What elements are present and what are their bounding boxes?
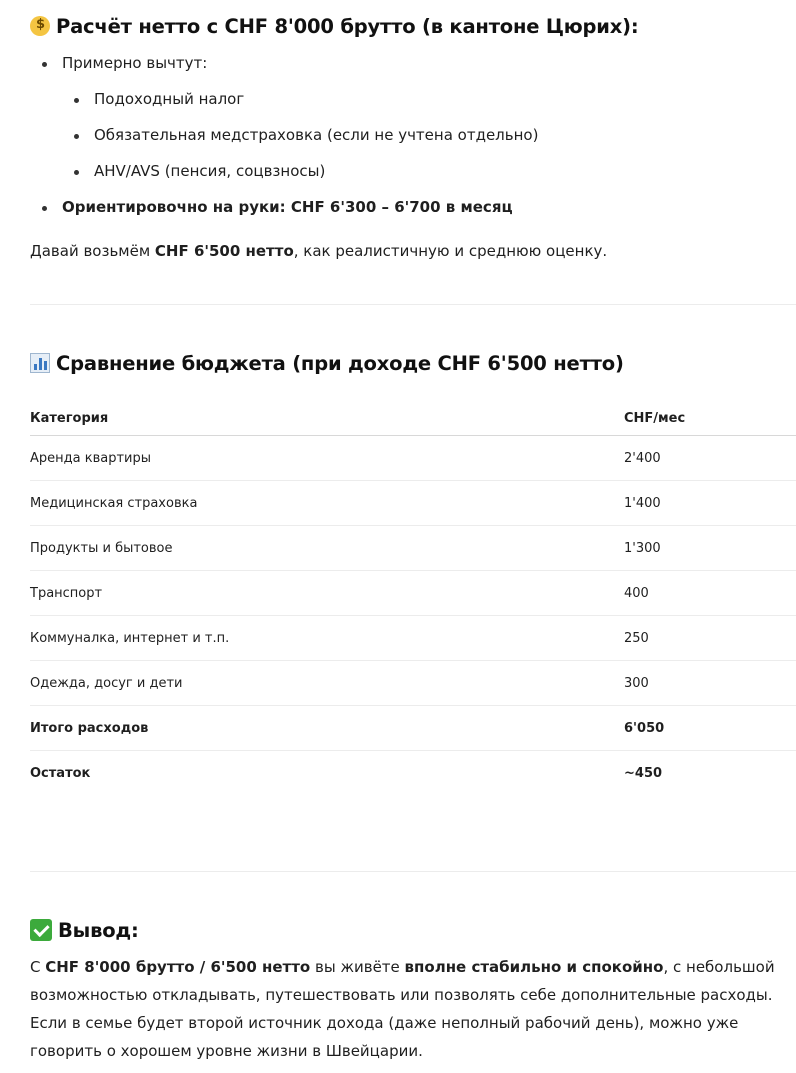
table-cell-category: Коммуналка, интернет и т.п. xyxy=(30,616,624,661)
table-cell-category: Одежда, досуг и дети xyxy=(30,661,624,706)
conclusion-bold-2: вполне стабильно и спокойно xyxy=(404,958,664,976)
header-amount: CHF/мес xyxy=(624,401,796,436)
list-item xyxy=(62,89,796,125)
table-cell-amount: 2'400 xyxy=(624,436,796,481)
assumption-bold: CHF 6'500 нетто xyxy=(154,242,294,260)
budget-table-body xyxy=(30,436,796,796)
list-item xyxy=(62,125,796,161)
table-cell-category: Итого расходов xyxy=(30,706,624,751)
list-item xyxy=(30,53,796,197)
conclusion-text-2: вы живёте xyxy=(310,958,405,976)
table-cell-amount: 6'050 xyxy=(624,706,796,751)
table-cell-amount: 1'300 xyxy=(624,526,796,571)
budget-heading xyxy=(30,349,624,377)
deductions-list xyxy=(62,89,796,197)
table-cell-category: Продукты и бытовое xyxy=(30,526,624,571)
conclusion-paragraph xyxy=(30,953,796,1065)
table-row xyxy=(30,661,796,706)
table-row xyxy=(30,481,796,526)
budget-table xyxy=(30,401,796,795)
table-row xyxy=(30,526,796,571)
header-category: Категория xyxy=(30,401,624,436)
list-item xyxy=(30,197,796,233)
net-calc-heading-text: Расчёт нетто с CHF 8'000 брутто (в кантоне Цюрих): xyxy=(56,14,639,38)
conclusion-heading xyxy=(30,916,139,944)
assumption-suffix: , как реалистичную и среднюю оценку. xyxy=(293,242,608,260)
divider xyxy=(30,304,796,305)
net-calc-list xyxy=(30,53,796,233)
table-row xyxy=(30,436,796,481)
conclusion-bold-1: CHF 8'000 брутто / 6'500 нетто xyxy=(45,958,311,976)
table-cell-amount: 1'400 xyxy=(624,481,796,526)
table-cell-amount: 300 xyxy=(624,661,796,706)
bar-chart-icon xyxy=(30,353,50,373)
conclusion-text-3: , с небольшой возможностью откладывать, путешествовать или позволять себе дополнительные расходы. Если в семье будет второй источник дохода (даже неполный рабочий день), можно уже говорить о хорошем уровне жизни в Швейцарии. xyxy=(30,958,775,1060)
money-bag-icon xyxy=(30,16,50,36)
divider xyxy=(30,871,796,872)
table-row xyxy=(30,706,796,751)
table-cell-amount: ~450 xyxy=(624,765,663,781)
conclusion-heading-text: Вывод: xyxy=(58,918,139,942)
assumption-paragraph xyxy=(30,237,796,265)
check-mark-icon xyxy=(30,919,52,941)
deduction-health-insurance: Обязательная медстраховка (если не учтена отдельно) xyxy=(94,126,539,144)
deductions-intro: Примерно вычтут: xyxy=(62,54,208,72)
table-row xyxy=(30,751,796,796)
budget-heading-text: Сравнение бюджета (при доходе CHF 6'500 нетто) xyxy=(56,351,624,375)
table-cell-category: Аренда квартиры xyxy=(30,436,624,481)
net-calc-heading xyxy=(30,12,638,40)
deduction-ahv: AHV/AVS (пенсия, соцвзносы) xyxy=(94,162,326,180)
table-cell-category: Медицинская страховка xyxy=(30,481,624,526)
table-header-row xyxy=(30,401,796,436)
table-row xyxy=(30,616,796,661)
assumption-prefix: Давай возьмём xyxy=(30,242,155,260)
list-item xyxy=(62,161,796,197)
table-cell-category: Остаток xyxy=(30,765,91,781)
table-cell-amount: 250 xyxy=(624,616,796,661)
deduction-income-tax: Подоходный налог xyxy=(94,90,245,108)
net-estimate: Ориентировочно на руки: CHF 6'300 – 6'700 в месяц xyxy=(62,198,513,216)
table-cell-category: Транспорт xyxy=(30,571,624,616)
conclusion-text-1: С xyxy=(30,958,46,976)
table-row xyxy=(30,571,796,616)
table-cell-amount: 400 xyxy=(624,571,796,616)
